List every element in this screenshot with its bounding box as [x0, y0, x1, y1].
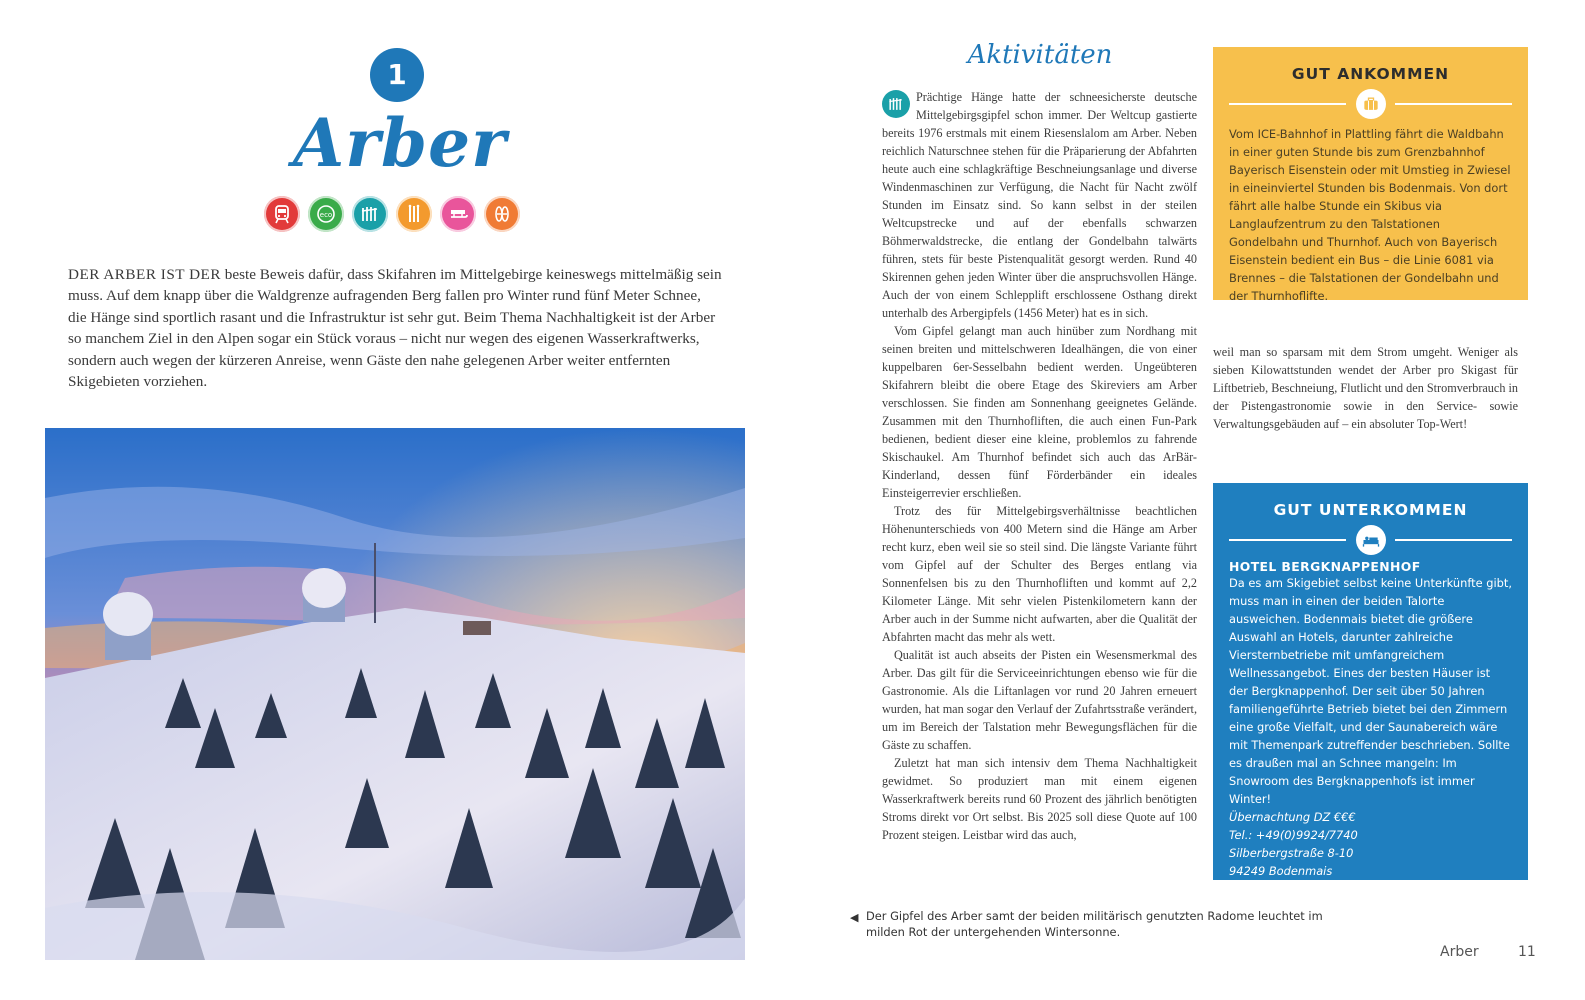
article-paragraph: Vom Gipfel gelangt man auch hinüber zum Nordhang mit seinen breiten und mittelschweren Idealhängen, die von einer kuppelbaren 6er-Sesselbahn bedient werden. Ungeübteren Skifahrern bleibt die obere Etage des Skireviers am Arber verschlossen. Sie finden am Sonnenhang geeignetes Gelände. Zusammen mit den Thurnhofliften, die auch einen Fun-Park bedienen, bedient dieser eine kleine, problemlos zu fahrende Skischaukel. Am Thurnhof befindet sich auch das ArBär-Kinderland, dessen fünf Förderbänder ein ideales Einsteigerrevier erschließen.: [882, 324, 1197, 500]
activities-heading: Aktivitäten: [967, 40, 1113, 70]
article-paragraph: Zuletzt hat man sich intensiv dem Thema Nachhaltigkeit gewidmet. So produziert man mit einem eigenen Wasserkraftwerk bereits rund 60 Prozent des jährlich benötigten Stroms direkt vor Ort selbst. Bis 2025 soll diese Quote auf 100 Prozent steigen. Leistbar wird das auch,: [882, 756, 1197, 842]
arrival-box-title: GUT ANKOMMEN: [1291, 65, 1450, 83]
arrival-divider: [1229, 87, 1512, 121]
intro-text: beste Beweis dafür, dass Skifahren im Mittelgebirge keineswegs mittelmäßig sein muss. Auf dem knapp über die Waldgrenze aufragenden Berg fallen pro Winter rund fünf Meter Schnee, die Hänge sind sportlich rasant und die Infrastruktur ist sehr gut. Beim Thema Nachhaltigkeit ist der Arber so manchem Ziel in den Alpen sogar ein Stück voraus – nicht nur wegen des eigenen Wasserkraftwerks, sondern auch wegen der kürzeren Anreise, wenn Gäste den nahe gelegenen Arber weiter entfernten Skigebieten vorziehen.: [68, 266, 722, 391]
hotel-city: 94249 Bodenmais: [1229, 864, 1333, 878]
running-footer-label: Arber: [1440, 944, 1479, 960]
ski-slopes-icon: [882, 90, 910, 118]
hotel-street: Silberbergstraße 8-10: [1229, 846, 1354, 860]
hotel-price: Übernachtung DZ €€€: [1229, 810, 1356, 824]
hotel-name: HOTEL BERGKNAPPENHOF: [1229, 559, 1421, 574]
arber-summit-photo: [45, 428, 745, 960]
article-paragraph: weil man so sparsam mit dem Strom umgeht. Weniger als sieben Kilowattstunden wendet der Arber pro Skigast für Liftbetrieb, Beschneiung, Flutlicht und den Stromverbrauch in der Pistengastronomie sowie in den Service- sowie Verwaltungsgebäuden auf – ein absoluter Top-Wert!: [1213, 345, 1518, 431]
arrival-info-box: [1213, 47, 1528, 303]
hotel-phone: Tel.: +49(0)9924/7740: [1229, 828, 1358, 842]
article-paragraph: Qualität ist auch abseits der Pisten ein Wesensmerkmal des Arber. Das gilt für die Serviceeinrichtungen ebenso wie für die Gastronomie. Als die Liftanlagen vor rund 20 Jahren erneuert wurden, hat man sogar den Verlauf der Zufahrtsstraße verändert, um im Bereich der Talstation mehr Bewegungsflächen für die Gäste zu schaffen.: [882, 648, 1197, 752]
svg-text:eco: eco: [319, 211, 333, 219]
page-title: Arber: [293, 104, 507, 182]
eco-icon: [308, 196, 344, 232]
intro-paragraph: [68, 264, 723, 392]
hotel-website-link[interactable]: www.bergknappenhof.de: [1229, 882, 1372, 896]
ski-equipment-icon: [396, 196, 432, 232]
article-paragraph: Trotz des für Mittelgebirgsverhältnisse beachtlichen Höhenunterschieds von 400 Metern sind die Hänge am Arber recht kurz, eben weil sie so steil sind. Die längste Variante führt vom Gipfel auf der Schulter des Berges entlang via Sonnenfelsen bis zu den Thurnhofliften und kommt auf 2,2 Kilometer Länge. Mit sehr vielen Pistenkilometern kann der Arber auch in der Summe nicht aufwarten, aber die Qualität der Abfahrten macht das mehr als wett.: [882, 504, 1197, 644]
lodging-divider: [1229, 523, 1512, 557]
activity-icons: [264, 196, 520, 232]
main-article-column: [882, 88, 1197, 844]
lodging-box-text: Da es am Skigebiet selbst keine Unterkünfte gibt, muss man in einen der beiden Talorte ausweichen. Bodenmais bietet die größere Auswahl an Hotels, darunter zahlreiche Viersternbetriebe mit umfangreichem Wellnessangebot. Eines der besten Häuser ist der Bergknappenhof. Der seit über 50 Jahren familiengeführte Betrieb bietet bei den Zimmern eine große Vielfalt, und der Saunabereich wäre mit Themenpark zutreffender beschrieben. Sollte es draußen mal an Schnee mangeln: Im Snowroom des Bergknappenhofs ist immer Winter!: [1229, 576, 1512, 806]
lodging-box-title: GUT UNTERKOMMEN: [1273, 501, 1468, 519]
photo-caption: [850, 908, 1326, 940]
arrival-box-text: Vom ICE-Bahnhof in Plattling fährt die Waldbahn in einer guten Stunde bis zum Grenzbahnhof Bayerisch Eisenstein oder mit Umstieg in Zwiesel in eineinviertel Stunden bis Bodenmais. Von dort fährt alle halbe Stunde ein Skibus via Langlaufzentrum zu den Talstationen Gondelbahn und Thurnhof. Auch von Bayerisch Eisenstein bedient ein Bus – die Linie 6081 via Brennes – die Talstationen der Gondelbahn und der Thurnhoflifte.: [1229, 127, 1511, 303]
article-paragraph: Prächtige Hänge hatte der schneesicherste deutsche Mittelgebirgsgipfel schon immer. Der Weltcup gastierte bereits 1976 erstmals mit einem Riesenslalom am Arber. Neben reichlich Naturschnee stehen für die Präparierung der Abfahrten heute auch eine schlagkräftige Beschneiungsanlage und diverse Windenmaschinen zur Verfügung, die Nacht für Nacht zwölf Stunden im Einsatz sind. So kann selbst in der steilen Weltcupstrecke und auf der ebenfalls schwarzen Böhmerwaldstrecke, die entlang der Gondelbahn talwärts führen, stets für beste Pistenqualität gesorgt werden. Rund 40 Skirennen gehen jeden Winter über die anspruchsvollen Hänge. Auch der von einem Schlepplift erschlossene Osthang direkt unterhalb des Arbergipfels (1456 Meter) hat es in sich.: [882, 90, 1197, 320]
lodging-info-box: [1213, 483, 1528, 896]
suitcase-icon: [1356, 89, 1386, 119]
bed-icon: [1356, 525, 1386, 555]
snowshoe-icon: [484, 196, 520, 232]
intro-lead: DER ARBER IST DER: [68, 266, 221, 283]
ski-slopes-icon: [352, 196, 388, 232]
sled-icon: [440, 196, 476, 232]
chapter-number-badge: 1: [370, 48, 424, 102]
continued-article-column: [1213, 343, 1518, 433]
caption-arrow-icon: ◀: [850, 911, 859, 924]
train-icon: [264, 196, 300, 232]
page-number: 11: [1518, 944, 1536, 960]
caption-text: Der Gipfel des Arber samt der beiden militärisch genutzten Radome leuchtet im milden Rot der untergehenden Wintersonne.: [866, 909, 1323, 939]
